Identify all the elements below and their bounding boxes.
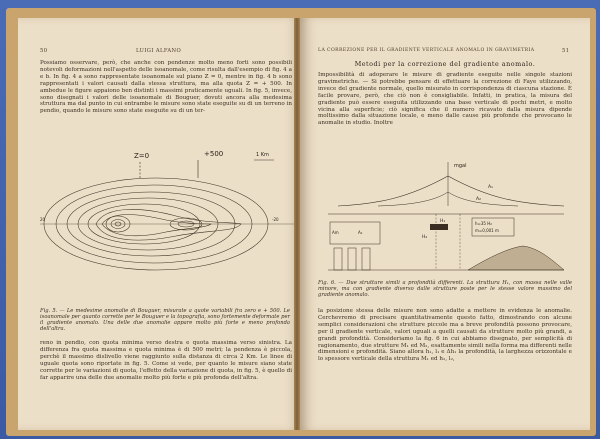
- am-label: Am: [332, 230, 339, 235]
- page-number: 51: [562, 48, 570, 54]
- a1-label: A₁: [488, 185, 493, 190]
- figure-caption: Fig. 6. — Due strutture simili a profondità differenti. La struttura H₁, con massa nelle valle minore, ma con gradiente diverso dalle strutture poste per le stesse valore massimo del gradiente anomalo.: [318, 280, 572, 299]
- a2-label: A₂: [476, 197, 481, 202]
- z500-label: +500: [204, 150, 224, 158]
- right-page: [300, 18, 590, 430]
- paragraph: Impossibilità di adoperare le misure di gradiente eseguite nelle singole stazioni gravimetriche. — Si potrebbe pensare di effettuare la correzione di Faye utilizzando, invece del gradiente normale, quello misurato in corrispondenza di ciascuna stazione. È facile provare, però, che ciò non è consigliabile. Infatti, in pratica, la misura del gradiente può essere eseguita utilizzando una base verticale di pochi metri, e molto vicina alla superficie; ciò significa che il numero ricavato dalla misura dipende moltissimo dalla situazione locale, e meno dalle cause più profonde che provocano le anomalie in studio. Inoltre: [318, 72, 572, 127]
- paragraph: reno in pendio, con quota minima verso destra e quota massima verso sinistra. La differenza fra quota massima e quota minima è di 500 metri; la pendenza è piccola, perchè il massimo dislivello viene raggiunto sulla distanza di circa 2 Km. Le linee di uguale quota sono riportate in fig. 5. Come si vede, per quanto le misure siano state corrette per le variazioni di quota, l'effetto della variazione di quota, in fig. 5, è quello di far apparire una delle due anomalie molto più forte e più profonda dell'altra.: [40, 340, 292, 381]
- paragraph: Possiamo osservare, però, che anche con pendenze molto meno forti sono possibili notevoli deformazioni nell'aspetto delle isoanomale, come risulta dall'esempio di fig. 4 a e b. In fig. 4 a sono rappresentate isoanomale sul piano Z = 0, mentre in fig. 4 b sono rappresentati i valori causati dalla stessa struttura, ma alla quota Z = + 500. In ambedue le figure appaiono ben distinti i massimi praticamente uguali. In fig. 5, invece, sono disegnati i valori delle isoanomale di Bouguer, dovuti ancora alla medesima struttura ma dal punto in cui entrambe le misure sono state eseguite su di un terreno in pendio, quando le misure sono state eseguite su di un ter-: [40, 60, 292, 115]
- hmax-label: h=35 H₂: [475, 221, 492, 226]
- figure-6: [318, 158, 572, 278]
- figure-caption: Fig. 5. — Le medesime anomalie di Bouguer, misurate a quote variabili fra zero e + 500. Le isoanomale per quanto corrette per le Bouguer e la topografia, sono fortemente deformate per il gradiente anomalo. Una delle due anomalie appare molto più forte e meno profonda dell'altra.: [40, 308, 290, 333]
- figure-5: [36, 144, 298, 304]
- page-number: 50: [40, 48, 48, 54]
- section-title: Metodi per la correzione del gradiente anomalo.: [354, 60, 536, 68]
- left-page: [18, 18, 302, 430]
- mgal-label: mgal: [454, 163, 467, 169]
- z0-label: Z=0: [134, 152, 150, 160]
- running-head: LA CORREZIONE PER IL GRADIENTE VERTICALE ANOMALO IN GRAVIMETRIA: [318, 48, 535, 53]
- svg-text:20: 20: [40, 217, 46, 222]
- scale-label: 1 Km: [256, 152, 269, 158]
- h2-label: H₂: [422, 235, 428, 240]
- running-head: LUIGI ALFANO: [136, 48, 182, 54]
- h1-label: H₁: [440, 219, 446, 224]
- m-value-label: m=0,001 m: [475, 228, 499, 233]
- svg-text:-20: -20: [272, 217, 279, 222]
- paragraph: la posizione stessa delle misure non sono adatte a mettere in evidenza le anomalie. Cerchevremo di precisare quantitativamente questo fatto, dimostrando con alcune semplici considerazioni che strutture piccole ma a breve profondità possono provocare, per il gradiente verticale, valori uguali a quelli causati da strutture molto più grandi, a grandi profondità. Consideriamo la fig. 6 in cui abbiamo disegnato, per semplicità di ragionamento, due strutture M₁ ed M₂, esattamente simili nella forma ma differenti nelle dimensioni e profondità. Siano allora h₁, l₁ e Δh₁ la profondità, la larghezza orizzontale e lo spessore verticale della struttura M₁ ed h₂, l₂,: [318, 308, 572, 363]
- ar-label: A₁: [358, 230, 363, 235]
